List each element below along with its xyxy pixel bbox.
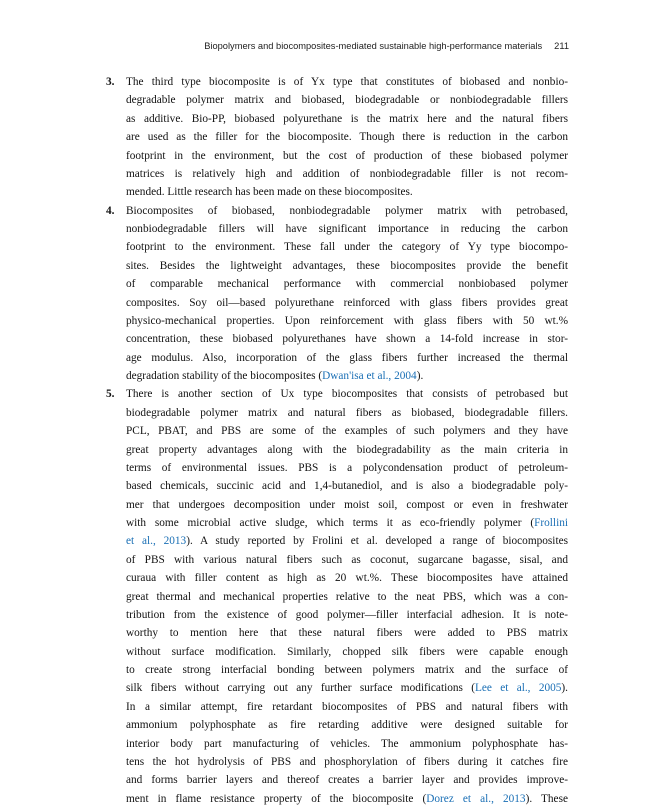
line-text: silk fibers without carrying out any further surface modifications ( <box>126 682 475 695</box>
line-text: mer that undergoes decomposition under moist soil, compost or even in freshwater <box>126 498 568 511</box>
text-line <box>126 606 568 624</box>
text-line <box>126 294 568 312</box>
line-text: ammonium polyphosphate as fire retarding additive were designed suitable for <box>126 719 568 732</box>
text-line <box>126 679 568 697</box>
line-text: In a similar attempt, fire retardant biocomposites of PBS and natural fibers with <box>126 700 568 713</box>
line-text: matrices is relatively high and addition of nonbiodegradable filler is not recom- <box>126 167 568 180</box>
running-header <box>204 41 569 51</box>
numbered-list <box>0 73 568 808</box>
line-text: physico-mechanical properties. Upon reinforcement with glass fibers with 50 wt.% <box>126 314 568 327</box>
text-line <box>126 202 568 220</box>
line-text: degradable polymer matrix and biobased, biodegradable or nonbiodegradable fillers <box>126 94 568 107</box>
line-text: and forms barrier layers and thereof creates a barrier layer and provides improve- <box>126 774 568 787</box>
line-text: sites. Besides the lightweight advantages, these biocomposites provide the benefit <box>126 259 568 272</box>
text-line <box>126 110 568 128</box>
line-text: biodegradable polymer matrix and natural fibers as biobased, biodegradable fillers. <box>126 406 568 419</box>
page-number: 211 <box>554 41 569 51</box>
citation-link[interactable]: et al., 2013 <box>126 535 187 548</box>
running-header-title: Biopolymers and biocomposites-mediated sustainable high-performance materials <box>204 41 543 51</box>
line-text: footprint in the environment, but the cost of production of these biobased polymer <box>126 149 568 162</box>
line-text: to create strong interfacial bonding between polymers matrix and the surface of <box>126 664 568 676</box>
text-line <box>126 624 568 642</box>
line-text: curaua with filler content as high as 20 wt.%. These biocomposites have attained <box>126 572 568 585</box>
text-line <box>126 220 568 238</box>
line-text: Biocomposites of biobased, nonbiodegradable polymer matrix with petrobased, <box>126 204 568 217</box>
text-line <box>126 532 568 550</box>
line-text: age modulus. Also, incorporation of the glass fibers further increased the thermal <box>126 351 568 364</box>
line-text: of PBS with various natural fibers such as coconut, sugarcane bagasse, sisal, and <box>126 553 568 566</box>
text-line <box>126 128 568 146</box>
text-line <box>126 275 568 293</box>
line-text: composites. Soy oil—based polyurethane reinforced with glass fibers provides great <box>126 296 568 309</box>
text-line <box>126 147 568 165</box>
list-item-number: 5. <box>106 388 115 401</box>
text-line <box>126 771 568 789</box>
line-text-after: ). <box>416 370 424 382</box>
text-line <box>126 459 568 477</box>
text-line <box>126 367 568 385</box>
text-line <box>126 496 568 514</box>
line-text: as additive. Bio-PP, biobased polyurethane is the matrix here and the natural fibers <box>126 112 568 125</box>
text-line <box>126 441 568 459</box>
text-line <box>126 735 568 753</box>
line-text: The third type biocomposite is of Yx type that constitutes of biobased and nonbio- <box>126 76 568 88</box>
line-text: concentration, these biobased polyurethanes have shown a 14-fold increase in stor- <box>126 333 568 346</box>
text-line <box>126 183 568 201</box>
list-item-number: 4. <box>106 204 115 217</box>
text-line <box>126 477 568 495</box>
text-line <box>126 661 568 679</box>
text-line <box>126 73 568 91</box>
list-item-number: 3. <box>106 76 115 88</box>
text-line <box>126 349 568 367</box>
line-text: nonbiodegradable fillers will have significant importance in reducing the carbon <box>126 223 568 235</box>
line-text: tribution from the existence of good polymer—filler interfacial adhesion. It is note- <box>126 608 568 621</box>
line-text: mended. Little research has been made on these biocomposites. <box>126 186 413 199</box>
line-text-after: ). These <box>525 792 568 805</box>
line-text-after: ). A study reported by Frolini et al. developed a range of biocomposites <box>186 535 568 548</box>
citation-link[interactable]: Lee et al., 2005 <box>475 682 562 695</box>
line-text: based chemicals, succinic acid and 1,4-butanediol, and is also a biodegradable poly- <box>126 480 568 493</box>
line-text-after: ). <box>561 682 568 695</box>
line-text: There is another section of Ux type biocomposites that consists of petrobased but <box>126 388 568 401</box>
text-line <box>126 257 568 275</box>
line-text: ment in flame resistance property of the biocomposite ( <box>126 792 427 805</box>
list-item <box>0 202 568 386</box>
line-text: great thermal and mechanical properties relative to the neat PBS, which was a con- <box>126 590 568 603</box>
line-text: of comparable mechanical performance with commercial nonbiobased polymer <box>126 278 568 291</box>
line-text: degradation stability of the biocomposites ( <box>126 370 323 382</box>
line-text: interior body part manufacturing of vehicles. The ammonium polyphosphate has- <box>126 737 568 750</box>
citation-link[interactable]: Dorez et al., 2013 <box>426 792 526 805</box>
line-text: without surface modification. Similarly, chopped silk fibers were capable enough <box>126 645 568 658</box>
line-text: PCL, PBAT, and PBS are some of the examples of such polymers and they have <box>126 425 568 438</box>
list-item <box>0 73 568 202</box>
text-line <box>126 716 568 734</box>
list-item <box>0 385 568 808</box>
text-line <box>126 569 568 587</box>
line-text: are used as the filler for the biocomposite. Though there is reduction in the carbon <box>126 131 568 144</box>
text-line <box>126 698 568 716</box>
line-text: tens the hot hydrolysis of PBS and phosphorylation of fibers during it catches fire <box>126 755 568 768</box>
text-line <box>126 312 568 330</box>
line-text: terms of environmental issues. PBS is a polycondensation product of petroleum- <box>126 461 568 474</box>
citation-link[interactable]: Frollini <box>534 517 568 529</box>
line-text: with some microbial active sludge, which terms it as eco-friendly polymer ( <box>126 517 535 529</box>
text-line <box>126 514 568 532</box>
text-line <box>126 404 568 422</box>
line-text: worthy to mention here that these natural fibers were added to PBS matrix <box>126 627 568 640</box>
text-line <box>126 643 568 661</box>
text-line <box>126 165 568 183</box>
line-text: great property advantages along with the biodegradability as the main criteria in <box>126 443 568 456</box>
text-line <box>126 753 568 771</box>
text-line <box>126 91 568 109</box>
text-line <box>126 551 568 569</box>
text-line <box>126 588 568 606</box>
text-line <box>126 422 568 440</box>
line-text: footprint to the environment. These fall under the category of Yy type biocompo- <box>126 241 568 254</box>
citation-link[interactable]: Dwan'isa et al., 2004 <box>322 370 417 382</box>
text-line <box>126 330 568 348</box>
text-line <box>126 790 568 808</box>
text-line <box>126 238 568 256</box>
text-line <box>126 385 568 403</box>
